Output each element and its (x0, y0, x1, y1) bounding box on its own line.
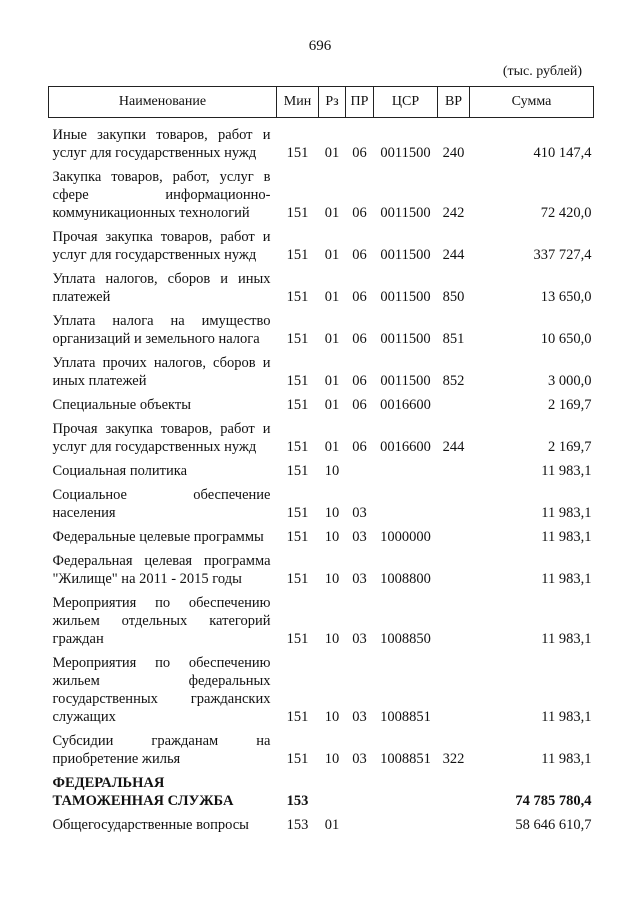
cell-min: 151 (286, 145, 309, 161)
cell-name: Уплата налога на имущество организаций и земельного налога (52, 313, 271, 347)
cell-pr: 06 (352, 247, 367, 263)
cell-min: 153 (286, 793, 309, 809)
cell-vr (438, 486, 470, 528)
cell-csr: 0011500 (380, 145, 431, 161)
table-row (49, 816, 594, 840)
cell-csr (374, 486, 438, 528)
cell-min: 153 (286, 817, 309, 833)
cell-sum: 11 983,1 (541, 529, 592, 545)
cell-csr: 1000000 (380, 529, 431, 545)
cell-rz: 01 (324, 145, 340, 161)
cell-min: 151 (286, 505, 309, 521)
cell-name: Мероприятия по обеспечению жильем федеральных государственных гражданских служащих (52, 655, 271, 725)
cell-vr (438, 774, 470, 816)
cell-sum: 11 983,1 (541, 631, 592, 647)
header-csr: ЦСР (374, 87, 438, 118)
cell-rz: 01 (324, 289, 340, 305)
cell-pr: 03 (352, 751, 367, 767)
table-row (49, 270, 594, 312)
cell-vr: 244 (442, 247, 465, 263)
cell-pr (346, 774, 374, 816)
header-rz: Рз (319, 87, 346, 118)
cell-name: Иные закупки товаров, работ и услуг для государственных нужд (52, 127, 271, 161)
cell-csr: 1008800 (380, 571, 431, 587)
cell-csr: 1008850 (380, 631, 431, 647)
cell-rz: 10 (324, 505, 340, 521)
cell-sum: 337 727,4 (533, 247, 592, 263)
cell-pr: 03 (352, 505, 367, 521)
cell-pr: 06 (352, 331, 367, 347)
table-row (49, 312, 594, 354)
cell-name: Уплата прочих налогов, сборов и иных платежей (52, 355, 271, 389)
cell-rz: 10 (324, 463, 340, 479)
cell-pr: 06 (352, 205, 367, 221)
cell-sum: 410 147,4 (533, 145, 592, 161)
cell-csr: 0016600 (380, 397, 431, 413)
table-row (49, 732, 594, 774)
cell-pr: 06 (352, 145, 367, 161)
cell-sum: 58 646 610,7 (515, 817, 592, 833)
table-row (49, 594, 594, 654)
budget-table (48, 86, 594, 840)
cell-pr: 06 (352, 373, 367, 389)
cell-vr: 850 (442, 289, 465, 305)
cell-min: 151 (286, 571, 309, 587)
cell-sum: 11 983,1 (541, 571, 592, 587)
header-sum: Сумма (470, 87, 594, 118)
cell-csr: 0011500 (380, 205, 431, 221)
header-name: Наименование (49, 87, 277, 118)
cell-name: Федеральные целевые программы (52, 529, 264, 545)
cell-pr: 03 (352, 571, 367, 587)
cell-min: 151 (286, 463, 309, 479)
cell-name: Прочая закупка товаров, работ и услуг для государственных нужд (52, 421, 271, 455)
units-label: (тыс. рублей) (502, 64, 582, 79)
cell-vr (438, 462, 470, 486)
cell-vr (438, 528, 470, 552)
table-row (49, 228, 594, 270)
cell-rz: 10 (324, 709, 340, 725)
cell-csr: 1008851 (380, 709, 431, 725)
cell-rz: 01 (324, 817, 340, 833)
cell-csr: 0016600 (380, 439, 431, 455)
cell-vr (438, 816, 470, 840)
cell-pr: 06 (352, 397, 367, 413)
cell-rz: 01 (324, 373, 340, 389)
cell-csr: 0011500 (380, 331, 431, 347)
cell-name: ФЕДЕРАЛЬНАЯ ТАМОЖЕННАЯ СЛУЖБА (52, 775, 234, 809)
cell-pr: 03 (352, 631, 367, 647)
cell-vr (438, 654, 470, 732)
cell-min: 151 (286, 373, 309, 389)
cell-sum: 11 983,1 (541, 505, 592, 521)
cell-rz: 10 (324, 631, 340, 647)
table-row (49, 528, 594, 552)
cell-name: Федеральная целевая программа "Жилище" на 2011 - 2015 годы (52, 553, 271, 587)
cell-rz: 01 (324, 397, 340, 413)
header-min: Мин (277, 87, 319, 118)
cell-min: 151 (286, 439, 309, 455)
cell-name: Социальная политика (52, 463, 188, 479)
cell-csr (374, 774, 438, 816)
cell-vr (438, 552, 470, 594)
cell-vr: 240 (442, 145, 465, 161)
cell-vr: 242 (442, 205, 465, 221)
cell-min: 151 (286, 529, 309, 545)
table-row (49, 486, 594, 528)
cell-pr (346, 462, 374, 486)
table-row (49, 168, 594, 228)
cell-rz: 01 (324, 331, 340, 347)
cell-vr: 852 (442, 373, 465, 389)
table-row (49, 118, 594, 169)
cell-min: 151 (286, 289, 309, 305)
cell-sum: 10 650,0 (540, 331, 592, 347)
cell-rz: 01 (324, 205, 340, 221)
cell-pr: 03 (352, 709, 367, 725)
cell-min: 151 (286, 751, 309, 767)
cell-name: Общегосударственные вопросы (52, 817, 249, 833)
cell-sum: 13 650,0 (540, 289, 592, 305)
cell-sum: 11 983,1 (541, 709, 592, 725)
cell-csr: 0011500 (380, 247, 431, 263)
cell-name: Специальные объекты (52, 397, 191, 413)
cell-min: 151 (286, 205, 309, 221)
cell-pr: 06 (352, 439, 367, 455)
cell-rz (319, 774, 346, 816)
cell-min: 151 (286, 331, 309, 347)
header-pr: ПР (346, 87, 374, 118)
cell-name: Социальное обеспечение населения (52, 487, 271, 521)
cell-pr (346, 816, 374, 840)
table-row (49, 552, 594, 594)
cell-rz: 10 (324, 529, 340, 545)
cell-sum: 72 420,0 (540, 205, 592, 221)
cell-vr: 244 (442, 439, 465, 455)
cell-min: 151 (286, 631, 309, 647)
cell-csr (374, 462, 438, 486)
cell-pr: 03 (352, 529, 367, 545)
cell-min: 151 (286, 247, 309, 263)
cell-vr: 322 (442, 751, 465, 767)
table-row (49, 420, 594, 462)
cell-rz: 10 (324, 571, 340, 587)
page-number: 696 (308, 38, 332, 54)
cell-sum: 74 785 780,4 (515, 793, 592, 809)
cell-vr: 851 (442, 331, 465, 347)
cell-rz: 10 (324, 751, 340, 767)
cell-csr: 0011500 (380, 289, 431, 305)
cell-name: Закупка товаров, работ, услуг в сфере информационно-коммуникационных технологий (52, 169, 271, 221)
cell-pr: 06 (352, 289, 367, 305)
cell-sum: 11 983,1 (541, 463, 592, 479)
cell-vr (438, 396, 470, 420)
table-header-row (49, 87, 594, 118)
cell-csr: 0011500 (380, 373, 431, 389)
cell-sum: 11 983,1 (541, 751, 592, 767)
cell-name: Мероприятия по обеспечению жильем отдельных категорий граждан (52, 595, 271, 647)
cell-sum: 3 000,0 (548, 373, 592, 389)
cell-name: Субсидии гражданам на приобретение жилья (52, 733, 271, 767)
cell-csr (374, 816, 438, 840)
cell-sum: 2 169,7 (548, 439, 592, 455)
table-body (49, 118, 594, 841)
cell-name: Прочая закупка товаров, работ и услуг для государственных нужд (52, 229, 271, 263)
table-row (49, 654, 594, 732)
cell-min: 151 (286, 709, 309, 725)
cell-rz: 01 (324, 247, 340, 263)
table-row (49, 396, 594, 420)
table-row (49, 774, 594, 816)
header-vr: ВР (438, 87, 470, 118)
table-row (49, 354, 594, 396)
cell-rz: 01 (324, 439, 340, 455)
cell-sum: 2 169,7 (548, 397, 592, 413)
table-row (49, 462, 594, 486)
cell-vr (438, 594, 470, 654)
cell-name: Уплата налогов, сборов и иных платежей (52, 271, 271, 305)
cell-min: 151 (286, 397, 309, 413)
cell-csr: 1008851 (380, 751, 431, 767)
